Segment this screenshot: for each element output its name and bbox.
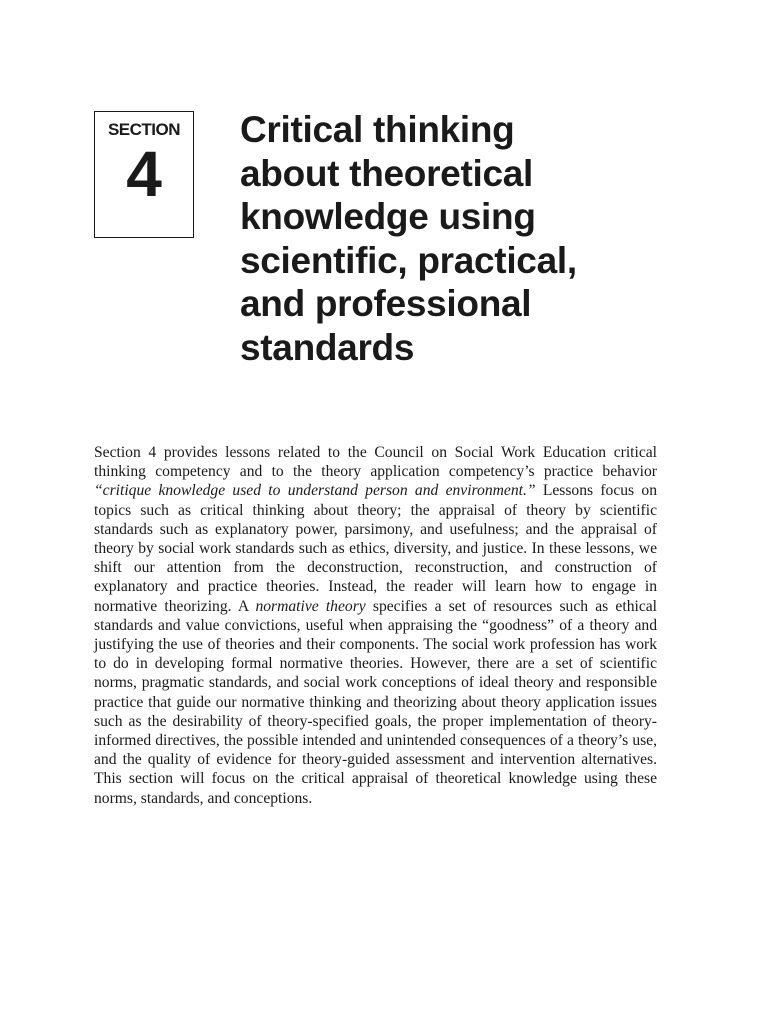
- intro-text: Section 4 provides lessons related to the Council on Social Work Education critical thinking competency and to the theory application competency’s practice behavior: [94, 444, 657, 481]
- title-line: standards: [240, 326, 415, 368]
- section-label: SECTION: [107, 120, 181, 139]
- title-line: scientific, practical,: [240, 239, 577, 281]
- title-line: knowledge using: [240, 196, 536, 238]
- section-title: [240, 108, 680, 370]
- intro-term: normative theory: [255, 597, 366, 615]
- title-line: and professional: [240, 283, 532, 325]
- title-line: about theoretical: [240, 152, 533, 194]
- intro-paragraph: [94, 443, 657, 808]
- section-badge: [94, 111, 194, 238]
- intro-quote: “critique knowledge used to understand person and environment.”: [94, 482, 536, 500]
- intro-text: Lessons focus on topics such as critical thinking about theory; the appraisal of theory by scientific standards such as explanatory power, parsimony, and usefulness; and the appraisal of theory by social work standards such as ethics, diversity, and justice. In these lessons, we shift our attention from the deconstruction, reconstruction, and construction of explanatory and practice theories. Instead, the reader will learn how to engage in normative theorizing. A: [94, 482, 658, 615]
- title-line: Critical thinking: [240, 109, 515, 150]
- intro-text: specifies a set of resources such as ethical standards and value convictions, useful when appraising the “goodness” of a theory and justifying the use of theories and their components. The social work profession has work to do in developing formal normative theories. However, there are a set of scientific norms, pragmatic standards, and social work conceptions of ideal theory and responsible practice that guide our normative thinking and theorizing about theory application issues such as the desirability of theory-specified goals, the proper implementation of theory-informed directives, the possible intended and unintended consequences of a theory’s use, and the quality of evidence for theory-guided assessment and intervention alternatives. This section will focus on the critical appraisal of theoretical knowledge using these norms, standards, and conceptions.: [94, 597, 657, 807]
- section-number: 4: [126, 138, 162, 210]
